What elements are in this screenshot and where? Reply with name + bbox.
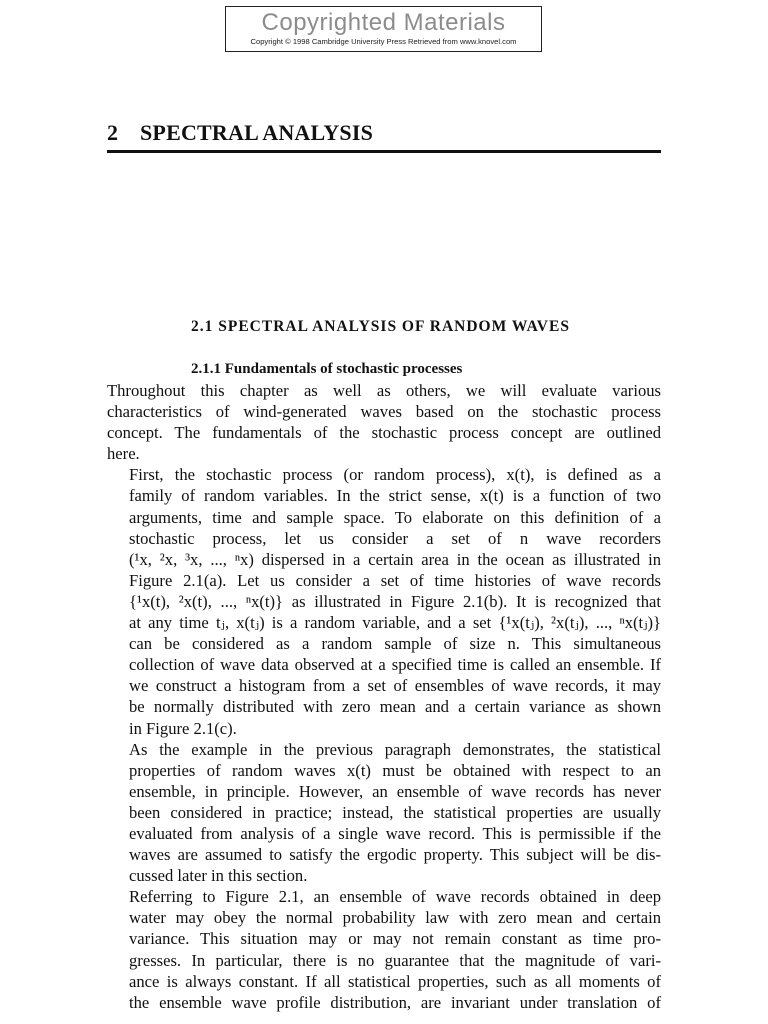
chapter-number: 2: [107, 120, 119, 145]
text-line: the ensemble wave profile distribution, are invariant under translation of: [129, 992, 661, 1012]
watermark-copyright-line: Copyright © 1998 Cambridge University Press Retrieved from www.knovel.com: [250, 37, 517, 46]
text-line: variance. This situation may or may not remain constant as time pro-: [129, 929, 661, 949]
text-line: gresses. In particular, there is no guarantee that the magnitude of vari-: [129, 950, 661, 970]
section-heading: 2.1 SPECTRAL ANALYSIS OF RANDOM WAVES: [191, 318, 570, 335]
text-line: As the example in the previous paragraph demonstrates, the statistical: [129, 739, 661, 759]
text-line: can be considered as a random sample of size n. This simultaneous: [129, 634, 661, 654]
text-line: we construct a histogram from a set of ensembles of wave records, it may: [129, 676, 661, 696]
text-line: here.: [107, 444, 140, 464]
paragraph-4: [107, 886, 661, 1013]
text-line: (¹x, ²x, ³x, ..., ⁿx) dispersed in a certain area in the ocean as illustrated in: [129, 549, 661, 569]
text-line: arguments, time and sample space. To elaborate on this definition of a: [129, 507, 661, 527]
text-line: Referring to Figure 2.1, an ensemble of wave records obtained in deep: [129, 887, 661, 907]
text-line: at any time tⱼ, x(tⱼ) is a random variable, and a set {¹x(tⱼ), ²x(tⱼ), ..., ⁿx(tⱼ)}: [129, 613, 661, 633]
text-line: stochastic process, let us consider a set of n wave recorders: [129, 528, 661, 548]
text-line: First, the stochastic process (or random process), x(t), is defined as a: [129, 465, 661, 485]
chapter-title: SPECTRAL ANALYSIS: [140, 120, 374, 145]
text-line: Figure 2.1(a). Let us consider a set of time histories of wave records: [129, 570, 661, 590]
text-line: family of random variables. In the strict sense, x(t) is a function of two: [129, 486, 661, 506]
text-line: ensemble, in principle. However, an ensemble of wave records has never: [129, 781, 661, 801]
subsection-heading: 2.1.1 Fundamentals of stochastic processes: [191, 361, 463, 377]
text-line: been considered in practice; instead, the statistical properties are usually: [129, 802, 661, 822]
text-line: water may obey the normal probability law with zero mean and certain: [129, 908, 661, 928]
body-text: [107, 380, 661, 1013]
text-line: Throughout this chapter as well as others, we will evaluate various: [107, 381, 661, 400]
paragraph-2: [107, 464, 661, 738]
text-line: collection of wave data observed at a specified time is called an ensemble. If: [129, 655, 661, 675]
paragraph-3: [107, 739, 661, 887]
chapter-heading: [107, 120, 373, 146]
text-line: evaluated from analysis of a single wave record. This is permissible if the: [129, 823, 661, 843]
text-line: ance is always constant. If all statistical properties, such as all moments of: [129, 971, 661, 991]
text-line: cussed later in this section.: [129, 866, 308, 886]
watermark-title: Copyrighted Materials: [261, 9, 506, 36]
text-line: concept. The fundamentals of the stochastic process concept are outlined: [107, 423, 661, 443]
text-line: be normally distributed with zero mean and a certain variance as shown: [129, 697, 661, 717]
copyright-watermark: [225, 6, 542, 52]
paragraph-1: [107, 380, 661, 464]
text-line: {¹x(t), ²x(t), ..., ⁿx(t)} as illustrated in Figure 2.1(b). It is recognized that: [129, 591, 661, 611]
text-line: in Figure 2.1(c).: [129, 718, 237, 738]
text-line: properties of random waves x(t) must be obtained with respect to an: [129, 760, 661, 780]
chapter-rule: [107, 150, 661, 153]
text-line: waves are assumed to satisfy the ergodic property. This subject will be dis-: [129, 845, 661, 865]
text-line: characteristics of wind-generated waves based on the stochastic process: [107, 402, 661, 422]
